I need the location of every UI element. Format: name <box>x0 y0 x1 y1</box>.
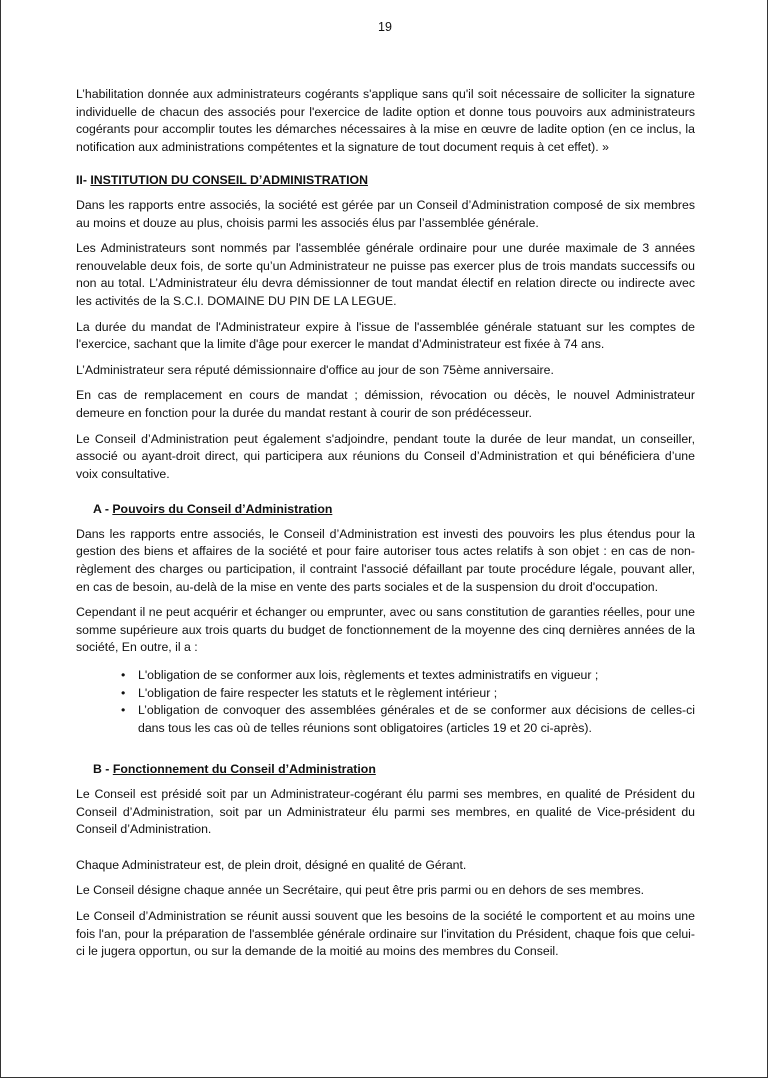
paragraph: Dans les rapports entre associés, la société est gérée par un Conseil d’Administration composé de six membres au moins et douze au plus, choisis parmi les associés élus par l’assemblée générale. <box>76 197 695 230</box>
paragraph: Dans les rapports entre associés, le Conseil d’Administration est investi des pouvoirs les plus étendus pour la gestion des biens et affaires de la société et pour faire autoriser tous actes relatifs à son objet : en cas de non-règlement des charges ou participation, il contraint l'associé défaillant par toute procédure légale, pouvant aller, en cas de besoin, au-delà de la mise en vente des parts sociales et de la suspension du droit d'occupation. <box>76 526 695 594</box>
paragraph: En cas de remplacement en cours de mandat ; démission, révocation ou décès, le nouvel Administrateur demeure en fonction pour la durée du mandat restant à courir de son prédécesseur. <box>76 388 695 420</box>
paragraph: Chaque Administrateur est, de plein droit, désigné en qualité de Gérant. <box>76 857 467 872</box>
paragraph: Le Conseil désigne chaque année un Secrétaire, qui peut être pris parmi ou en dehors de ses membres. <box>76 883 645 898</box>
paragraph: L’Administrateur sera réputé démissionnaire d'office au jour de son 75ème anniversaire. <box>76 362 554 377</box>
subsection-heading-pouvoirs <box>76 501 695 519</box>
page-content <box>76 86 695 961</box>
section-prefix: II- <box>76 173 91 188</box>
list-item <box>121 667 695 685</box>
list-item <box>121 702 695 737</box>
paragraph: Le Conseil d’Administration peut également s'adjoindre, pendant toute la durée de leur mandat, un conseiller, associé ou ayant-droit direct, qui participera aux réunions du Conseil d’Administration et qui bénéficiera d’une voix consultative. <box>76 431 695 481</box>
paragraph: Le Conseil d’Administration se réunit aussi souvent que les besoins de la société le comportent et au moins une fois l'an, pour la préparation de l'assemblée générale ordinaire sur l'invitation du Président, chaque fois que celui-ci le jugera opportun, ou sur la demande de la moitié au moins des membres du Conseil. <box>76 908 695 959</box>
list-item-text: L'obligation de faire respecter les statuts et le règlement intérieur ; <box>138 685 498 700</box>
paragraph: Les Administrateurs sont nommés par l'assemblée générale ordinaire pour une durée maximale de 3 années renouvelable deux fois, de sorte qu’un Administrateur ne puisse pas exercer plus de trois mandats successifs ou non au total. L’Administrateur élu devra démissionner de tout mandat électif en relation directe ou indirecte avec les activités de la S.C.I. DOMAINE DU PIN DE LA LEGUE. <box>76 241 695 308</box>
subsection-prefix: A - <box>93 502 113 517</box>
subsection-title: Pouvoirs du Conseil d’Administration <box>112 502 333 517</box>
list-item-text: L'obligation de se conformer aux lois, règlements et textes administratifs en vigueur ; <box>138 668 599 683</box>
section-heading-institution <box>76 172 695 190</box>
obligations-list <box>76 667 695 737</box>
subsection-heading-fonctionnement <box>76 761 695 779</box>
bullet-icon: • <box>121 668 126 683</box>
paragraph: Cependant il ne peut acquérir et échanger ou emprunter, avec ou sans constitution de garanties réelles, pour une somme supérieure aux trois quarts du budget de fonctionnement de la moyenne des cinq dernières années de la société, En outre, il a : <box>76 605 695 655</box>
paragraph: Le Conseil est présidé soit par un Administrateur-cogérant élu parmi ses membres, en qualité de Président du Conseil d’Administration, soit par un Administrateur élu parmi ses membres, en qualité de Vice-président du Conseil d’Administration. <box>76 787 695 837</box>
page-number: 19 <box>378 20 392 34</box>
subsection-title: Fonctionnement du Conseil d’Administration <box>112 762 376 777</box>
section-title: INSTITUTION DU CONSEIL D’ADMINISTRATION <box>90 173 368 188</box>
intro-paragraph: L’habilitation donnée aux administrateurs cogérants s'applique sans qu'il soit nécessaire de solliciter la signature individuelle de chacun des associés pour l'exercice de ladite option et donne tous pouvoirs aux administrateurs cogérants pour accomplir toutes les démarches nécessaires à la mise en œuvre de ladite option (en ce inclus, la notification aux administrations compétentes et la signature de tout document requis à cet effet). » <box>76 87 695 154</box>
list-item-text: L’obligation de convoquer des assemblées générales et de se conformer aux décisions de celles-ci dans tous les cas où de telles réunions sont obligatoires (articles 19 et 20 ci-après). <box>138 703 695 735</box>
subsection-prefix: B - <box>93 762 113 777</box>
bullet-icon: • <box>121 703 126 718</box>
paragraph: La durée du mandat de l'Administrateur expire à l'issue de l'assemblée générale statuant sur les comptes de l'exercice, sachant que la limite d'âge pour exercer le mandat d’Administrateur est fixée à 74 ans. <box>76 319 695 352</box>
bullet-icon: • <box>121 685 126 700</box>
list-item <box>121 685 695 703</box>
